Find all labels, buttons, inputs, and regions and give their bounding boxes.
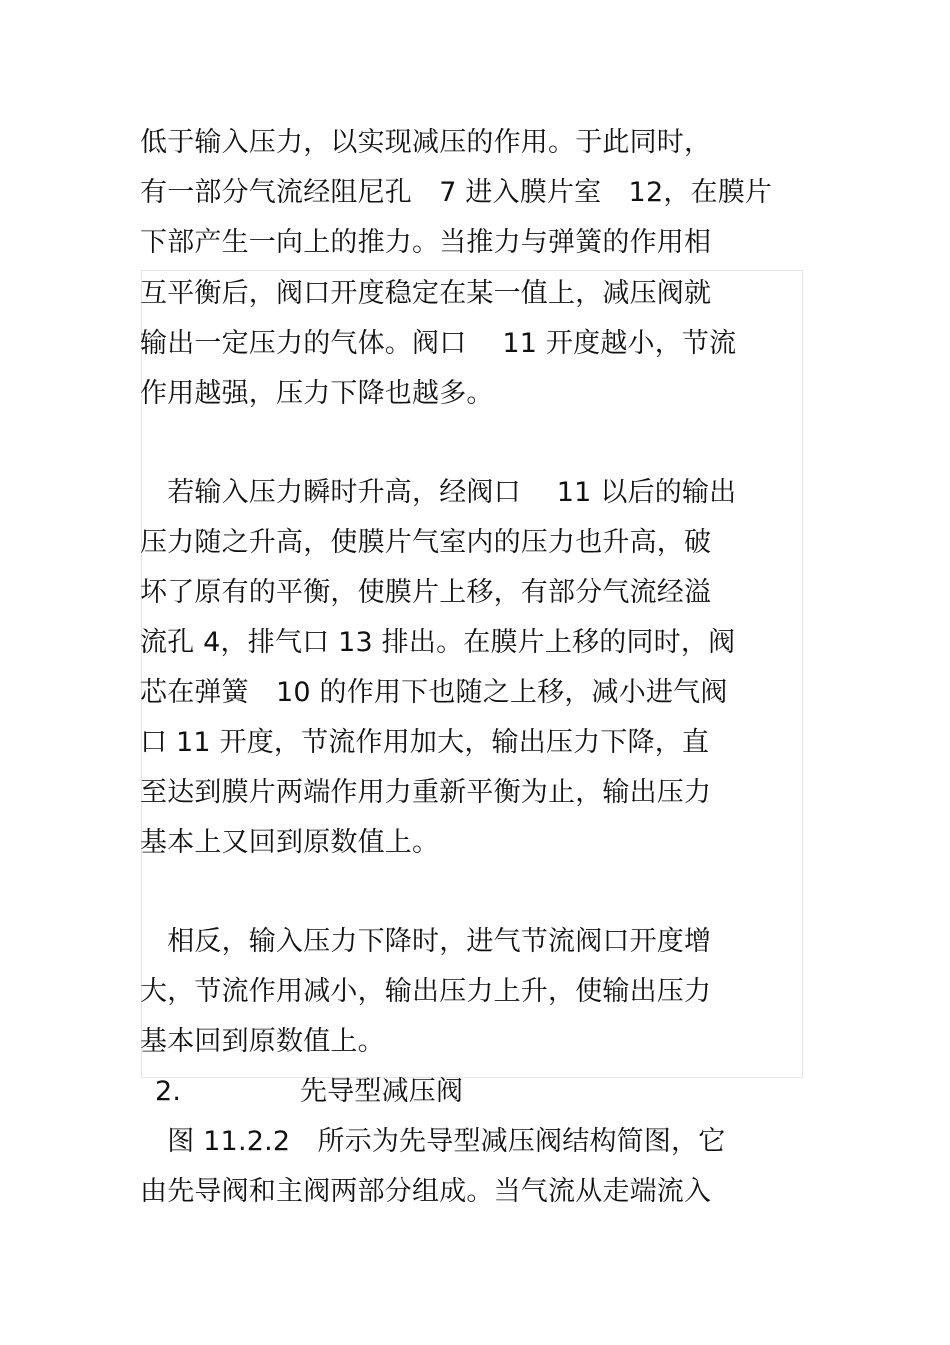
section-number: 2. [155, 1076, 182, 1107]
text-line: 相反，输入压力下降时，进气节流阀口开度增 [140, 926, 712, 957]
text-line: 流孔 4，排气口 13 排出。在膜片上移的同时，阀 [140, 627, 736, 658]
text-line: 低于输入压力，以实现减压的作用。于此同时， [140, 127, 712, 158]
text-line: 芯在弹簧 10 的作用下也随之上移，减小进气阀 [140, 677, 728, 708]
section-title: 先导型减压阀 [300, 1076, 464, 1107]
text-line: 若输入压力瞬时升高，经阀口 11 以后的输出 [140, 477, 737, 508]
text-line: 基本上又回到原数值上。 [140, 827, 440, 858]
text-line: 至达到膜片两端作用力重新平衡为止，输出压力 [140, 777, 712, 808]
text-line: 有一部分气流经阻尼孔 7 进入膜片室 12，在膜片 [140, 177, 773, 208]
text-line: 下部产生一向上的推力。当推力与弹簧的作用相 [140, 227, 712, 258]
text-line: 口 11 开度，节流作用加大，输出压力下降，直 [140, 727, 710, 758]
text-line: 输出一定压力的气体。阀口 11 开度越小，节流 [140, 328, 737, 359]
text-line: 大，节流作用减小，输出压力上升，使输出压力 [140, 976, 712, 1007]
text-line: 坏了原有的平衡，使膜片上移，有部分气流经溢 [140, 577, 712, 608]
text-line: 作用越强，压力下降也越多。 [140, 378, 494, 409]
text-line: 由先导阀和主阀两部分组成。当气流从走端流入 [140, 1176, 712, 1207]
text-line: 互平衡后，阀口开度稳定在某一值上，减压阀就 [140, 278, 712, 309]
text-line: 压力随之升高，使膜片气室内的压力也升高，破 [140, 527, 712, 558]
text-line: 图 11.2.2 所示为先导型减压阀结构简图，它 [140, 1126, 726, 1157]
text-line: 基本回到原数值上。 [140, 1026, 385, 1057]
